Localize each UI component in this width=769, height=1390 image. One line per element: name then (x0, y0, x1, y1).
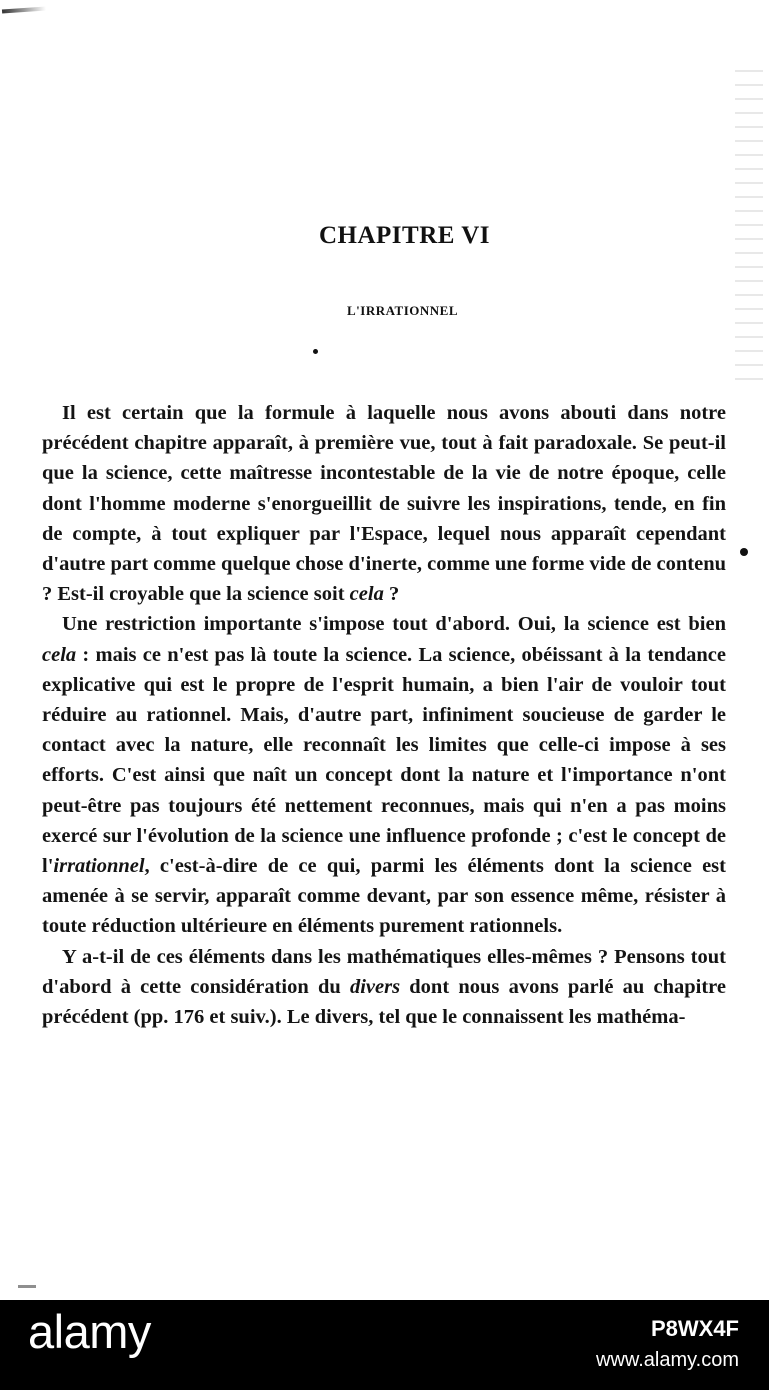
paragraph-1-text-2: ? (383, 583, 400, 606)
paragraph-1-italic-cela: cela (349, 583, 384, 606)
paragraph-3-text-2: dont nous avons parlé au chapitre précédent (pp. 176 et suiv.). Le divers, tel que le connaissent les mathéma- (42, 975, 726, 1029)
paragraph-2-italic-cela: cela (42, 643, 77, 666)
paragraph-3-italic-divers: divers (349, 975, 401, 998)
paragraph-3 (42, 942, 726, 1033)
watermark-url: www.alamy.com (596, 1349, 739, 1371)
section-title: L'IRRATIONNEL (346, 303, 458, 318)
margin-ink-dot (740, 548, 748, 556)
scan-artifact-bottom (18, 1285, 36, 1288)
paragraph-2-text-1: Une restriction importante s'impose tout d'abord. Oui, la science est bien (62, 613, 726, 636)
paragraph-2-italic-irrationnel: irrationnel (53, 855, 145, 878)
alamy-logo: alamy (28, 1305, 151, 1358)
paragraph-3-text-1: Y a-t-il de ces éléments dans les mathématiques elles-mêmes ? Pensons tout d'abord à cette considération du (42, 945, 726, 998)
chapter-title: CHAPITRE VI (318, 222, 491, 249)
ornament-dot (313, 349, 318, 354)
paragraph-1-text-1: Il est certain que la formule à laquelle nous avons abouti dans notre précédent chapitre apparaît, à première vue, tout à fait paradoxale. Se peut-il que la science, cette maîtresse incontestable de la vie de notre époque, celle dont l'homme moderne s'enorgueillit de suivre les inspirations, tende, en fin de compte, à tout expliquer par l'Espace, lequel nous apparaît cependant d'autre part comme quelque chose d'inerte, comme une forme vide de contenu ? Est-il croyable que la science soit (42, 402, 726, 606)
paragraph-1 (42, 398, 726, 609)
paragraph-2-text-3: , c'est-à-dire de ce qui, parmi les éléments dont la science est amenée à se servir, apparaît comme devant, par son essence même, résister à toute réduction ultérieure en éléments purement rationnels. (42, 855, 726, 938)
image-id: P8WX4F (650, 1316, 739, 1341)
scan-edge-noise (735, 60, 763, 380)
paragraph-2-text-2: : mais ce n'est pas là toute la science. La science, obéissant à la tendance explicative qui est le propre de l'esprit humain, a bien l'air de vouloir tout réduire au rationnel. Mais, d'autre part, infiniment soucieuse de garder le contact avec la nature, elle reconnaît les limites que celle-ci impose à ses efforts. C'est ainsi que naît un concept dont la nature et l'importance n'ont peut-être pas toujours été nettement reconnues, mais qui n'en a pas moins exercé sur l'évolution de la science une influence profonde ; c'est le concept de l' (42, 643, 726, 878)
scan-artifact-top (2, 6, 46, 13)
paragraph-2 (42, 609, 726, 941)
body-text (42, 398, 726, 1032)
